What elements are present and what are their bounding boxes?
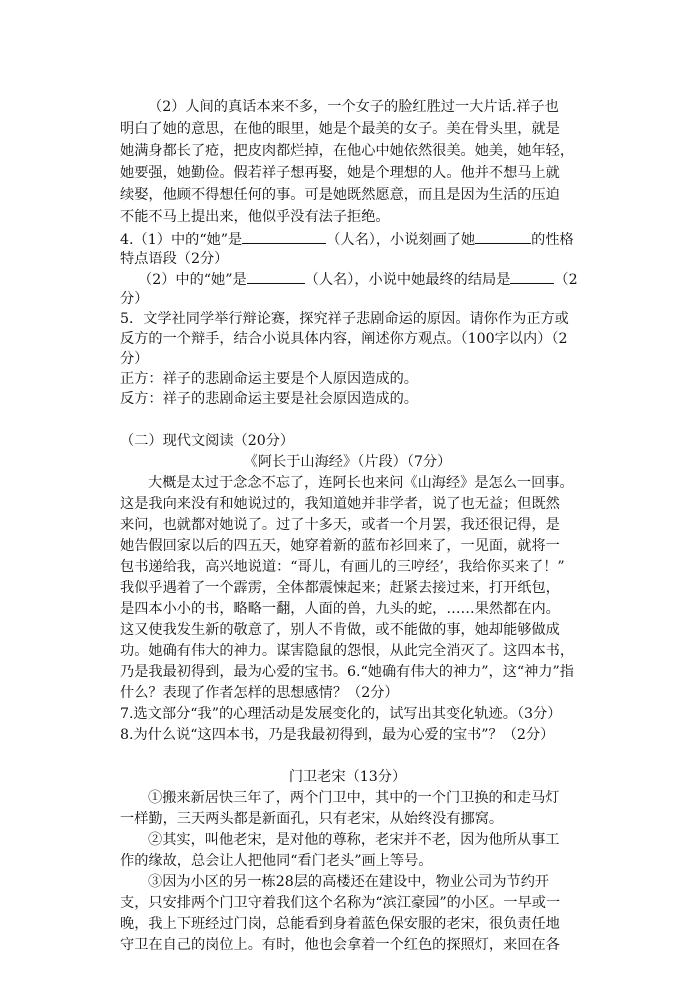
article-1-line: 包书递给我，高兴地说道：“哥儿，有画儿的三哼经’，我给你买来了！” bbox=[120, 559, 565, 575]
article-1-line: 大概是太过于念念不忘了，连阿长也来问《山海经》是怎么一回事。 bbox=[148, 475, 574, 491]
passage2-line: 续娶，他顾不得想任何的事。可是她既然愿意，而且是因为生活的压迫 bbox=[120, 187, 560, 203]
article-2-title: 门卫老宋（13分） bbox=[288, 769, 407, 785]
article-2-line: ③因为小区的另一栋28层的高楼还在建设中，物业公司为节约开 bbox=[148, 874, 550, 890]
article-2-line: 一样勤，三天两头都是新面孔，只有老宋，从始终没有挪窝。 bbox=[120, 811, 504, 827]
question-4-sub2: （2）中的“她”是 （人名），小说中她最终的结局是 （2 bbox=[138, 269, 578, 290]
article-2-line: ①搬来新居快三年了，两个门卫中，其中的一个门卫换的和走马灯 bbox=[148, 790, 560, 806]
question-8: 8.为什么说“这四本书，乃是我最初得到，最为心爱的宝书”？（2分） bbox=[120, 727, 555, 743]
question-5-line: 反方的一个辩手，结合小说具体内容，阐述你方观点。（100字以内）（2 bbox=[120, 331, 568, 347]
article-1-line: 来问，也就都对她说了。过了十多天，或者一个月罢，我还很记得，是 bbox=[120, 517, 560, 533]
article-2-line: 作的缘故，总会让人把他同“看门老头”画上等号。 bbox=[120, 853, 433, 869]
passage2-line: 她要强，她勤俭。假若祥子想再娶，她是个理想的人。他并不想马上就 bbox=[120, 165, 560, 181]
question-4-line2: 特点语段（2分） bbox=[120, 251, 229, 267]
article-2-line: 守卫在自己的岗位上。有时，他也会拿着一个红色的探照灯，来回在各 bbox=[120, 937, 560, 953]
answer-blank[interactable] bbox=[475, 229, 531, 244]
answer-blank[interactable] bbox=[510, 269, 554, 284]
con-position: 反方：祥子的悲剧命运主要是社会原因造成的。 bbox=[120, 391, 418, 407]
article-1-title: 《阿长于山海经》（片段）（7分） bbox=[243, 454, 452, 470]
passage2-line: 不能不马上提出来，他似乎没有法子拒绝。 bbox=[120, 209, 390, 225]
article-2-line: 晚，我上下班经过门岗，总能看到身着蓝色保安服的老宋，很负责任地 bbox=[120, 916, 560, 932]
question-7: 7.选文部分“我”的心理活动是发展变化的，试写出其变化轨迹。（3分） bbox=[120, 706, 562, 722]
question-4-sub2-end: 分） bbox=[120, 291, 149, 307]
section-heading: （二）现代文阅读（20分） bbox=[120, 433, 295, 449]
passage2-line: 她满身都长了疮，把皮肉都烂掉，在他心中她依然很美。她美，她年轻， bbox=[120, 143, 575, 159]
answer-blank[interactable] bbox=[247, 269, 305, 284]
pro-position: 正方：祥子的悲剧命运主要是个人原因造成的。 bbox=[120, 371, 418, 387]
article-1-line: 她告假回家以后的四五天，她穿着新的蓝布衫回来了，一见面，就将一 bbox=[120, 538, 560, 554]
question-4-line1: 4.（1）中的“她”是 （人名），小说刻画了她 的性格 bbox=[120, 229, 574, 250]
passage2-line: 明白了她的意思，在他的眼里，她是个最美的女子。美在骨头里，就是 bbox=[120, 121, 560, 137]
question-5-line: 分） bbox=[120, 351, 149, 367]
answer-blank[interactable] bbox=[242, 229, 326, 244]
passage2-line: （2）人间的真话本来不多，一个女子的脸红胜过一大片话.祥子也 bbox=[148, 99, 559, 115]
question-5-line: 5．文学社同学举行辩论赛，探究祥子悲剧命运的原因。请你作为正方或 bbox=[120, 311, 569, 327]
article-1-line: 我似乎遇着了一个霹雳，全体都震悚起来；赶紧去接过来，打开纸包， bbox=[120, 580, 560, 596]
article-2-line: 支，只安排两个门卫守着我们这个名称为“滨江豪园”的小区。一早或一 bbox=[120, 895, 561, 911]
article-1-line: 这是我向来没有和她说过的，我知道她并非学者，说了也无益；但既然 bbox=[120, 496, 560, 512]
article-1-line: 乃是我最初得到，最为心爱的宝书。6.“她确有伟大的神力”，这“神力”指 bbox=[120, 664, 574, 680]
article-1-line: 是四本小小的书，略略一翻，人面的兽，九头的蛇，……果然都在内。 bbox=[120, 601, 560, 617]
article-2-line: ②其实，叫他老宋，是对他的尊称，老宋并不老，因为他所从事工 bbox=[148, 832, 560, 848]
article-1-line: 这又使我发生新的敬意了，别人不肯做，或不能做的事，她却能够做成 bbox=[120, 622, 560, 638]
article-1-line: 功。她确有伟大的神力。谋害隐鼠的怨恨，从此完全消灭了。这四本书， bbox=[120, 643, 575, 659]
article-1-line: 什么？表现了作者怎样的思想感情？（2分） bbox=[120, 685, 399, 701]
